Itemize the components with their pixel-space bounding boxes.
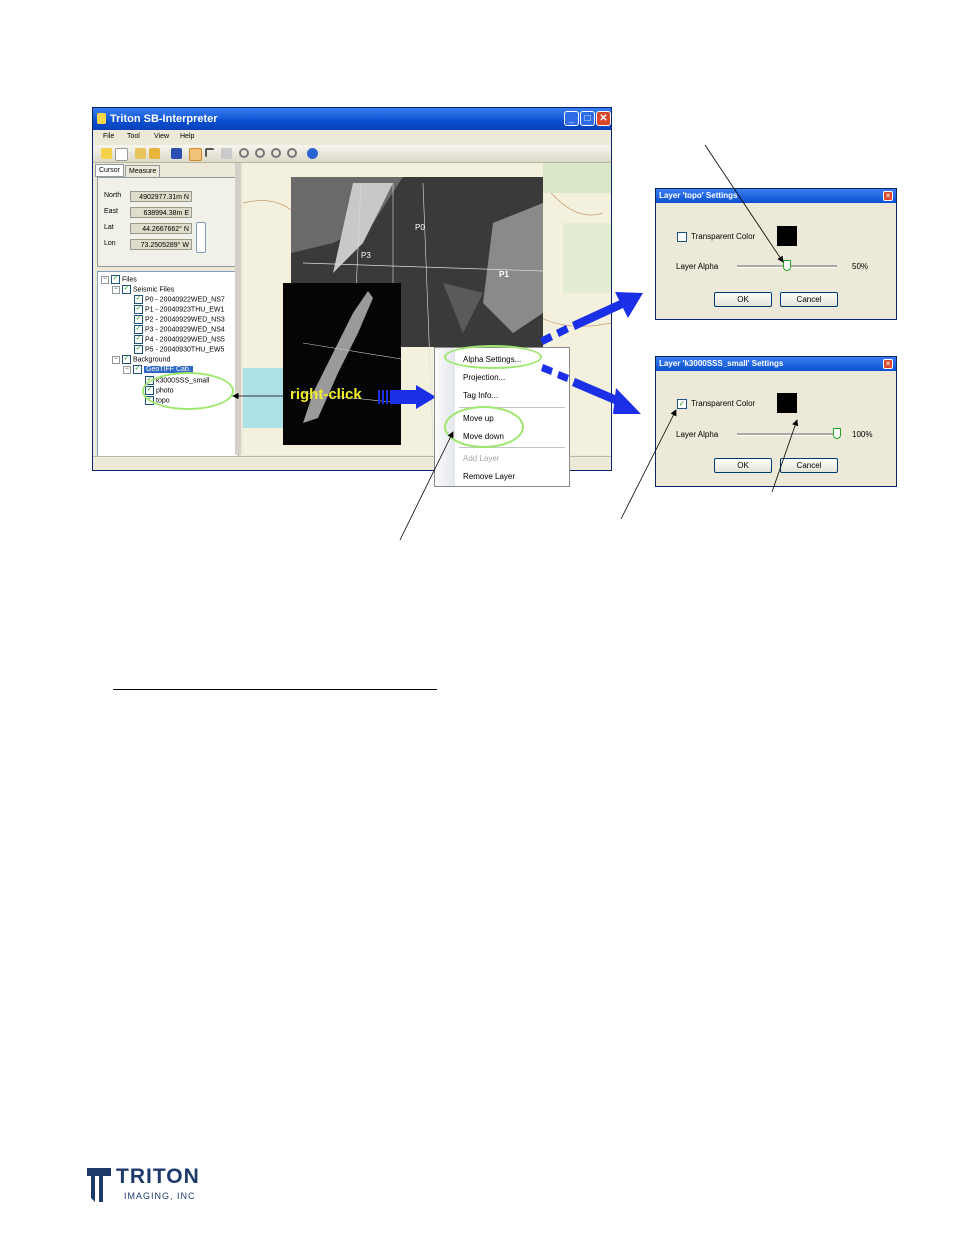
tab-measure[interactable]: Measure (125, 165, 160, 178)
north-value: 4902977.31m N (130, 191, 192, 202)
menu-tool[interactable]: Tool (127, 133, 140, 140)
menu-item-remove-layer[interactable]: Remove Layer (463, 472, 516, 481)
tree-geotiff-folder[interactable]: − ✓ GeoTIFF Cab. (123, 365, 193, 374)
ok-button[interactable]: OK (714, 458, 772, 473)
maximize-button[interactable]: □ (580, 111, 595, 126)
close-button[interactable]: ✕ (596, 111, 611, 126)
lat-label: Lat (104, 224, 114, 231)
dialog-title: Layer 'k3000SSS_small' Settings (659, 359, 784, 368)
cancel-button[interactable]: Cancel (780, 458, 838, 473)
tree-seismic-file[interactable]: ✓ P3 - 20040929WED_NS4 (135, 325, 225, 334)
cancel-button[interactable]: Cancel (780, 292, 838, 307)
layer-alpha-label: Layer Alpha (676, 262, 719, 271)
section-underline (113, 689, 437, 690)
tree-seismic-folder[interactable]: − ✓ Seismic Files (112, 285, 174, 294)
triton-logo (86, 1166, 216, 1208)
dialog-close-button[interactable]: ✕ (883, 191, 893, 201)
menu-item-alpha-settings[interactable]: Alpha Settings... (463, 355, 522, 364)
tree-layer[interactable]: ✓ k3000SSS_small (146, 376, 210, 385)
transparent-color-label: Transparent Color (691, 232, 756, 241)
tree-seismic-file[interactable]: ✓ P2 - 20040929WED_NS3 (135, 315, 225, 324)
transparent-color-checkbox[interactable]: ✓ (678, 399, 686, 408)
tab-cursor[interactable]: Cursor (95, 164, 124, 177)
ok-button[interactable]: OK (714, 292, 772, 307)
tree-seismic-file[interactable]: ✓ P4 - 20040929WED_NS5 (135, 335, 225, 344)
tree-root[interactable]: − ✓ Files (101, 275, 137, 284)
tree-seismic-file[interactable]: ✓ P0 - 20040922WED_NS7 (135, 295, 225, 304)
menu-item-move-up[interactable]: Move up (463, 414, 494, 423)
menu-file[interactable]: File (103, 133, 115, 140)
seismic-line-label: P0 (415, 223, 425, 232)
layer-alpha-value: 100% (852, 430, 873, 439)
layer-alpha-value: 50% (852, 262, 869, 271)
logo-name: TRITON (116, 1165, 200, 1188)
right-click-label: right-click (290, 386, 362, 403)
menu-item-tag-info[interactable]: Tag Info... (463, 391, 499, 400)
lat-value: 44.2667662° N (130, 223, 192, 234)
menu-item-projection[interactable]: Projection... (463, 373, 506, 382)
layer-alpha-label: Layer Alpha (676, 430, 719, 439)
east-value: 638994.38m E (130, 207, 192, 218)
east-label: East (104, 208, 119, 215)
minimize-button[interactable]: _ (564, 111, 579, 126)
window-title: Triton SB-Interpreter (110, 113, 218, 125)
tree-layer[interactable]: ✓ photo (146, 386, 174, 395)
lon-label: Lon (104, 240, 116, 247)
tree-seismic-file[interactable]: ✓ P5 - 20040930THU_EW5 (135, 345, 225, 354)
lon-value: 73.2505289° W (130, 239, 192, 250)
tree-layer[interactable]: ✓ topo (146, 396, 170, 405)
tree-background-folder[interactable]: − ✓ Background (112, 355, 170, 364)
seismic-line-label: P1 (499, 270, 509, 279)
menu-view[interactable]: View (154, 133, 170, 140)
seismic-line-label: P3 (361, 251, 371, 260)
menu-item-add-layer: Add Layer (463, 454, 500, 463)
tree-seismic-file[interactable]: ✓ P1 - 20040923THU_EW1 (135, 305, 225, 314)
triton-logo-mark (86, 1166, 112, 1204)
menu-help[interactable]: Help (180, 133, 195, 140)
transparent-color-label: Transparent Color (691, 399, 756, 408)
north-label: North (104, 192, 122, 199)
dialog-title: Layer 'topo' Settings (659, 191, 738, 200)
logo-subtitle: IMAGING, INC (124, 1191, 196, 1201)
menu-item-move-down[interactable]: Move down (463, 432, 504, 441)
dialog-close-button[interactable]: ✕ (883, 359, 893, 369)
